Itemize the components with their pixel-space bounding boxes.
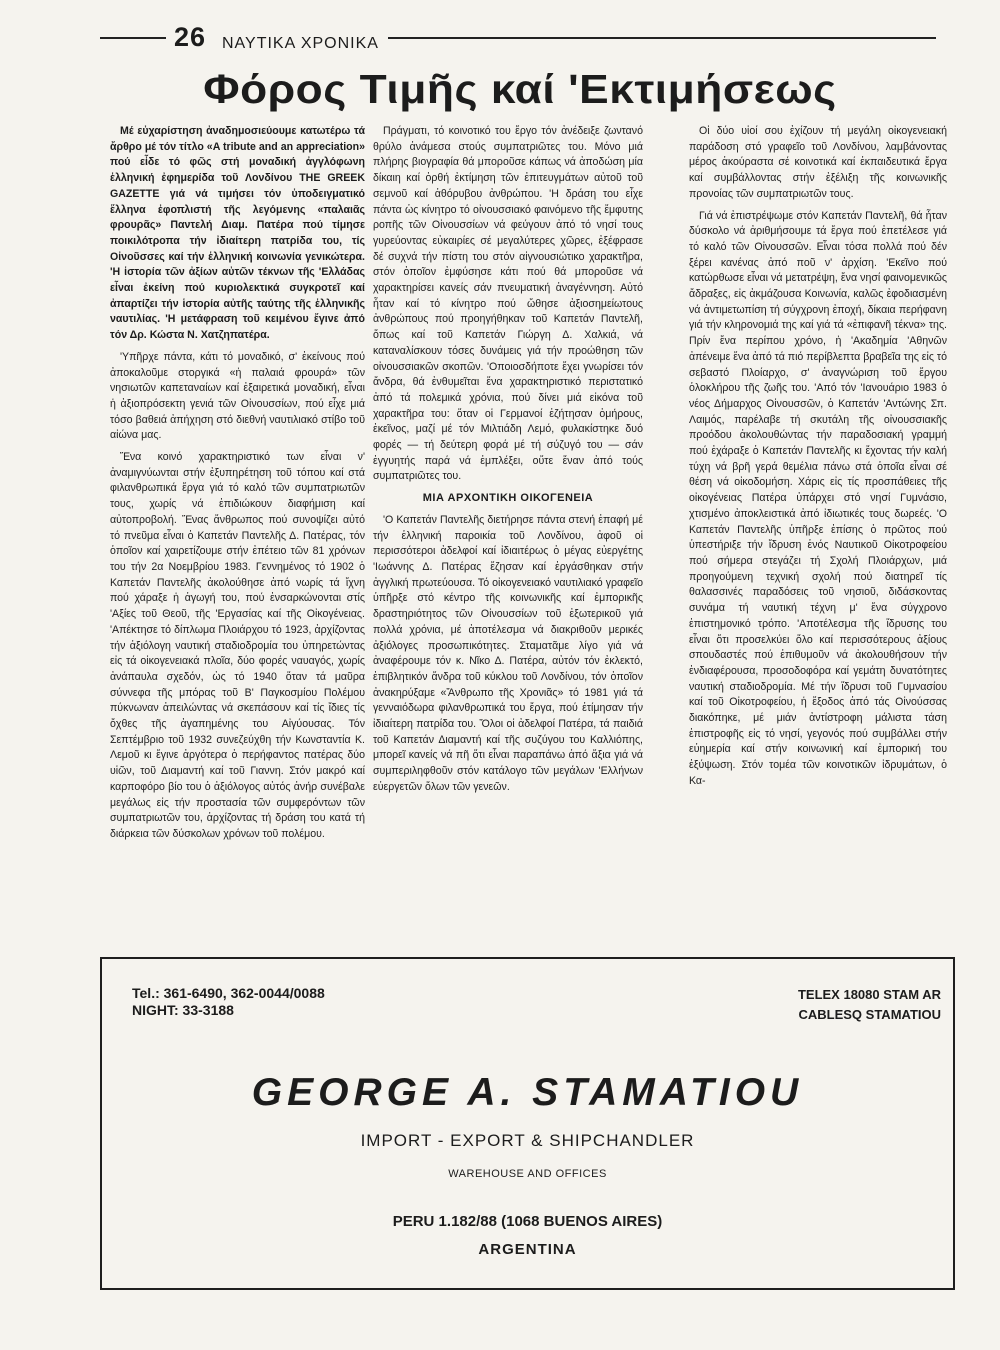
- section-subheading: ΜΙΑ ΑΡΧΟΝΤΙΚΗ ΟΙΚΟΓΕΝΕΙΑ: [422, 492, 594, 505]
- article-paragraph: Οἱ δύο υἱοί σου ἐχίζουν τή μεγάλη οἰκογενειακή παράδοση στό γραφεῖο τοῦ Λονδίνου, λαμβάνοντας μέρος ἀκούραστα σέ κοινοτικά καί ἐκπαιδευτικά ἔργα καί συμβάλλοντας στήν ἐξέλιξη τῆς κοινωνικῆς προνοίας τῶν συμπατριωτῶν τους.: [689, 125, 947, 200]
- article-column-1: [110, 124, 365, 944]
- article-column-3: [689, 124, 947, 944]
- article-intro: Μέ εὐχαρίστηση ἀναδημοσιεύουμε κατωτέρω τά ἄρθρο μέ τόν τίτλο «A tribute and an appreciation» πού εἶδε τό φῶς στή μοναδική ἀγγλόφωνη ἑλληνική ἐφημερίδα τοῦ Λονδίνου THE GREEK GAZETTE γιά νά τιμήσει τόν ὑποδειγματικό ἕλληνα ἐφοπλιστή τῆς λεγόμενης «παλαιᾶς φρουρᾶς» Παντελή Διαμ. Πατέρα πού τίμησε ποικιλότροπα τήν ἰδιαίτερη πατρίδα του, τίς Οἰνοῦσσες καί τήν ἑλληνική κοινωνία γενικώτερα. 'Η ἱστορία τῶν ἀξίων αὐτῶν τέκνων τῆς 'Ελλάδας εἶναι ἐκείνη πού κυριολεκτικά συγκροτεῖ καί ἀπαρτίζει τήν ἱστορία αὐτῆς ταύτης τῆς ἑλληνικῆς ναυτιλίας. 'Η μετάφραση τοῦ κειμένου ἔγινε ἀπό τόν Δρ. Κώστα Ν. Χατζηπατέρα.: [110, 125, 365, 342]
- ad-warehouse-line: WAREHOUSE AND OFFICES: [448, 1168, 607, 1180]
- ad-telex: TELEX 18080 STAM AR: [797, 987, 941, 1002]
- article-paragraph: 'Υπῆρχε πάντα, κάτι τό μοναδικό, σ' ἐκείνους πού ἀποκαλοῦμε στοργικά «ἡ παλαιά φρουρά» τῶν νησιωτῶν καπεταναίων καί ἐξαιρετικά μοναδική, εἶναι ἡ ἀξιοπρόσεκτη γενιά τῶν Οἰνουσσίων, πού εἶχε μιά τόσο βαθειά ἀπήχηση στό διεθνή ναυτιλιακό στίβο τοῦ αἰώνα μας.: [110, 350, 365, 442]
- page-number: 26: [174, 22, 207, 52]
- article-paragraph: Πράγματι, τό κοινοτικό του ἔργο τόν ἀνέδειξε ζωντανό θρύλο ἀνάμεσα στούς συμπατριῶτες του. Μόνο μιά πλήρης βιογραφία θά μποροῦσε κάπως νά ἀποδώση μία δίκαιη καί ὀρθή ἐκτίμηση τῶν ἐπιτευγμάτων αὐτοῦ τοῦ σεμνοῦ καί ἀθόρυβου ἀνθρώπου. 'Η δράση του εἶχε πάντα ὡς κίνητρο τό οἰνουσσιακό φαινόμενο τῆς ἔμφυτης ροπῆς τῶν Οἰνουσσίων νά φεύγουν ἀπό τό νησί τους γυρεύοντας εὐκαιρίες σέ μεγαλύτερες χῶρες, ἐξέφρασε δέ συχνά τήν πίστη του στόν αἰγνουσιώτικο χαρακτῆρα, στόν ὁποῖον ἐμφύσησε κάτι πού θά μποροῦσε νά χαρακτηρίσει κανείς σάν πνευματική ἀναγέννηση. Αὐτό ἦταν καί τό κίνητρο πού ὤθησε ἀξιοσημείωτους ἀνθρώπους πού προηγήθηκαν τοῦ Καπετάν Παντελῆ, ὅπως καί τοῦ Καπετάν Γιώργη Δ. Χαλκιά, νά καταναλίσκουν τόσες δυνάμεις γιά τήν προώθηση τῶν οἰνουσσιακῶν σκοπῶν. 'Οποιοσδήποτε ἔχει γνωρίσει τόν ἄνδρα, θά ἐνθυμεῖται ἕνα χαρακτηριστικό περιστατικό ἀπό τά πολεμικά χρόνια, πού δίνει μιά εἰκόνα τοῦ χαρακτῆρα του: ὅταν οἱ Γερμανοί ἐζήτησαν ὁμήρους, ἐκεῖνος, μαζί μέ τόν Μιλτιάδη Λεμό, φυλακίστηκε δυό φορές — τή δεύτερη φορά μέ τή σύζυγό του — σάν ἐγγυητής παρά νά ἐμπλέξει, οὔτε ἕναν ἀπό τούς συμπατριῶτες του.: [373, 125, 643, 483]
- article-paragraph: Γιά νά ἐπιστρέψωμε στόν Καπετάν Παντελῆ, θά ἦταν δύσκολο νά ἀριθμήσουμε τά ἔργα πού ἐπετέλεσε γιά τό καλό τῶν Οἰνουσσῶν. Εἶναι τόσα πολλά πού δέν ξέρει κανένας ἀπό ποῦ ν' ἀρχίση. 'Εκεῖνο πού κατώρθωσε εἶναι νά μετατρέψη, ἕνα νησί φαινομενικῶς ἄδραξες, εἰς ἀκμάζουσα Κοινωνία, καλῶς ἐφοδιασμένη νά ἀντιμετωπίση τή σύγχρονη ἐποχή, δίκαια περήφανη γιά τήν κληρονομιά της καί γιά τά «ἐπιφανῆ τέκνα» της. Πρίν ἕνα περίπου χρόνο, ἡ 'Ακαδημία 'Αθηνῶν ἀπένειμε ἕνα ἀπό τά πιό περίβλεπτα βραβεῖα της εἰς τό σεβαστό Πλοίαρχο, σ' ἀναγνώριση τοῦ ἔργου ὁλοκλήρου τῆς ζωῆς του. 'Από τόν 'Ιανουάριο 1983 ὁ νέος Δήμαρχος Οἰνουσσῶν, ὁ Καπετάν 'Αντώνης Σπ. Λαιμός, παρέλαβε τή σκυτάλη τῆς οἰνουσσιακῆς προόδου ἀκολουθώντας τήν παραδοσιακή γραμμή πού ἐχάραξε ὁ Καπετάν Παντελῆς κι ἔχοντας τήν καλή τύχη νά βρῆ γερά θεμέλια πάνω στά ὁποῖα εἶναι σέ θέση νά οἰκοδομήση. Χάρις εἰς τίς προσπάθειες τῆς οἰκογένειας Πατέρα ὑπάρχει στό νησί Γυμνάσιο, χτισμένο ἀποκλειστικά ἀπό ἰδιωτικές τους δωρεές. 'Ο Καπετάν Παντελῆς ὑπῆρξε ἐπίσης ὁ πρῶτος πού ὑπεστήριξε τήν ἵδρυση ἑνός Ναυτικοῦ Οἰκοτροφείου πού σήμερα στεγάζει τή Σχολή Πλοιάρχων, μιά προηγούμενη τεχνική σχολή πού διατηρεῖ τίς θαλασσινές παραδόσεις τοῦ νησιοῦ, διδάσκοντας συνάμα τή ναυτική τέχνη μ' ἕνα σύγχρονο ἐπιστημονικό τρόπο. 'Αποτέλεσμα τῆς ἵδρυσης του εἶναι ὅτι προσελκύει ὅλο καί περισσότερους ἀξίους σπουδαστές πού ἐπιθυμοῦν νά ἀκολουθήσουν τήν ἐνδιαφέρουσα, προσοδοφόρα καί γεμάτη δυνατότητες ναυτική σταδιοδρομία. Μέ τήν ἵδρυσι τοῦ Γυμνασίου καί τοῦ Οἰκοτροφείου, ἡ ἔξοδος ἀπό τάς Οἰνούσσας διακόπηκε, μέ μιάν ἀντίστροφη μάλιστα τάση ἐπιστροφῆς εἰς τό νησί, γεγονός πού συμβάλλει στήν εὐημερία καί στήν κοινωνική καί ἐμπορική του ἐξύψωση. Στόν τομέα τῶν κοινοτικῶν ἱδρυμάτων, ὁ Κα-: [689, 209, 947, 787]
- article-paragraph: Ἕνα κοινό χαρακτηριστικό των εἶναι ν' ἀναμιγνύωνται στήν ἐξυπηρέτηση τοῦ τόπου καί στά φιλανθρωπικά ἔργα γιά τό καλό τῶν συμπατριωτῶν τους, χωρίς νά ἐπιδιώκουν διαφήμιση καί αὐτοπροβολή. Ἕνας ἄνθρωπος πού συνοψίζει αὐτό τό πνεῦμα εἶναι ὁ Καπετάν Παντελῆς Δ. Πατέρας, τόν ὁποῖον καί χαιρετίζουμε στήν ἐπέτειο τῶν 81 χρόνων του τήν 2α Νοεμβρίου 1983. Γεννημένος τό 1902 ὁ Καπετάν Παντελῆς ἀκολούθησε ἀπό νωρίς τά ἴχνη πού χάραξε ἡ ἀγωγή του, πού ἐνσαρκώνονται στίς 'Αξίες τοῦ Θεοῦ, τῆς 'Εργασίας καί τῆς Οἰκογένειας. 'Απέκτησε τό δίπλωμα Πλοιάρχου τό 1923, ἀρχίζοντας τήν ἀξιόλογη ναυτική σταδιοδρομία του ὑπηρετώντας εἰς τά οἰκογενειακά πλοῖα, δύο φορές ναυαγός, χωρίς ἀνάπαυλα σχεδόν, ὡς τό 1940 ὅταν τά μαῦρα σύννεφα τῆς μπόρας τοῦ Β' Παγκοσμίου Πολέμου πύκνωναν ἀπειλώντας νά σκεπάσουν καί τίς ἴδιες τίς ὄχθες τῆς ἀγαπημένης του Αἰγύουσας. Τόν Σεπτέμβριο τοῦ 1932 συνεζεύχθη τήν Κωνσταντία Κ. Λεμοῦ κι ἔγινε ἀργότερα ὁ περήφαντος πατέρας δύο υἱῶν, τοῦ Διαμαντή καί τοῦ Γιαννη. Στόν μακρό καί καρποφόρο βίο του ὁ ἀξιόλογος αὐτός ἀνήρ συνέβαλε μεγάλως εἰς τήν προστασία τῶν συμφερόντων τῶν συμπατριωτῶν του, ἀρχίζοντας τή δράση του κατά τή διάρκεια τῶν δύσκολων χρόνων τοῦ πολέμου.: [110, 451, 365, 840]
- ad-country: ARGENTINA: [478, 1241, 577, 1258]
- article-column-2: [373, 124, 643, 944]
- ad-telephone: Tel.: 361-6490, 362-0044/0088: [132, 985, 325, 1001]
- article-title: Φόρος Τιμῆς καί 'Εκτιμήσεως: [203, 66, 837, 112]
- article-paragraph: 'Ο Καπετάν Παντελῆς διετήρησε πάντα στενή ἐπαφή μέ τήν ἑλληνική παροικία τοῦ Λονδίνου, ἀφοῦ οἱ περισσότεροι ἀδελφοί καί ἰδιαιτέρως ὁ μέγας εὐεργέτης 'Ιωάννης Δ. Πατέρας ἔζησαν καί ἐργάσθηκαν στήν ἀγγλική πρωτεύουσα. Τό οἰκογενειακό ναυτιλιακό γραφεῖο ὑπῆρξε στό κέντρο τῆς κοινωνικῆς καί ἐμπορικῆς δραστηριότητος τῶν Οἰνουσσίων τοῦ ἐξωτερικοῦ γιά πολλά χρόνια, μέ ἀποτέλεσμα νά διακριθοῦν μερικές ἀξιόλογες προσωπικότητες. Σταματᾶμε λίγο γιά νά ἀναφέρουμε τόν κ. Νῖκο Δ. Πατέρα, αὐτόν τόν ἐκλεκτό, ἐπιβλητικόν ἄνδρα τοῦ κύκλου τοῦ Λονδίνου, τόν ὁποῖον ἀνακηρύξαμε «Ἄνθρωπο τῆς Χρονιᾶς» τό 1981 γιά τά γενναιόδωρα φιλανθρωπικά του ἔργα, πού ἐτίμησαν τήν ἰδιαίτερη πατρίδα του. Ὅλοι οἱ ἀδελφοί Πατέρα, τά παιδιά τοῦ Καπετάν Διαμαντή καί τῆς συζύγου του Καλλιόπης, μπορεῖ κανείς νά πῆ ὅτι εἶναι παραπάνω ἀπό ἄξια γιά νά συμπεριληφθοῦν στόν κατάλογο τῶν μεγάλων 'Ελλήνων εὐεργετῶν ὅλων τῶν γενεῶν.: [373, 513, 643, 793]
- header-rule-right: [388, 37, 936, 39]
- ad-trade-line: IMPORT - EXPORT & SHIPCHANDLER: [360, 1131, 695, 1150]
- ad-night-phone: NIGHT: 33-3188: [132, 1002, 234, 1018]
- ad-company-name: GEORGE A. STAMATIOU: [251, 1071, 804, 1114]
- header-rule-left: [100, 37, 166, 39]
- journal-name: ΝΑΥΤΙΚΑ ΧΡΟΝΙΚΑ: [222, 35, 379, 52]
- ad-address: PERU 1.182/88 (1068 BUENOS AIRES): [392, 1213, 663, 1230]
- ad-cable: CABLESQ STAMATIOU: [798, 1007, 941, 1022]
- advertisement-box: [100, 957, 955, 1290]
